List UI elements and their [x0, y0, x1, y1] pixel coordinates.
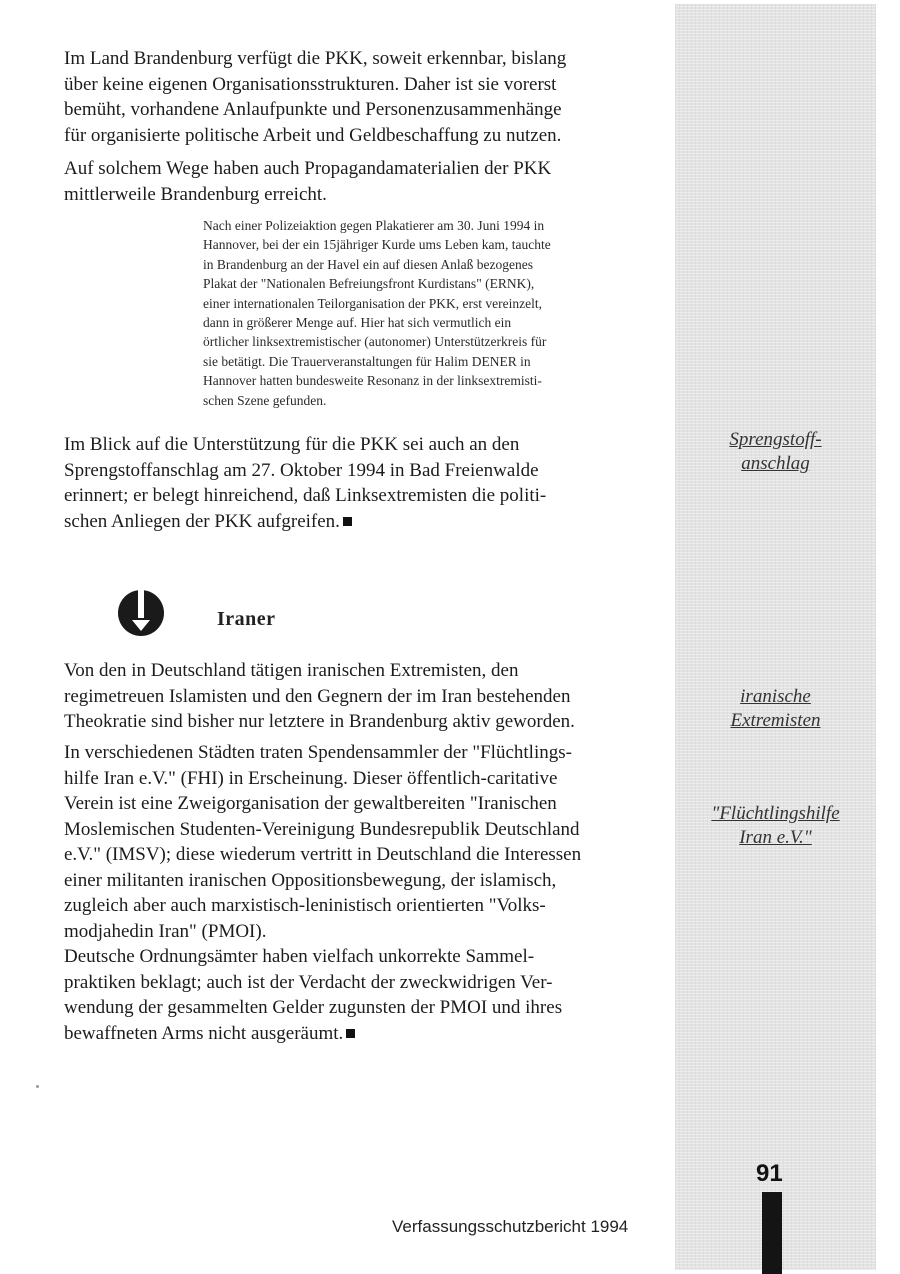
paragraph-sprengstoffanschlag: Im Blick auf die Unterstützung für die PKK sei auch an den Sprengstoffanschlag am 27. Oktober 1994 in Bad Freienwalde erinnert; er belegt hinreichend, daß Linksextremisten die politi- schen Anliegen der PKK aufgreifen. [64, 434, 547, 532]
paragraph-iranische-extremisten: Von den in Deutschland tätigen iranischen Extremisten, den regimetreuen Islamisten und den Gegnern der im Iran bestehenden Theokratie sind bisher nur letztere in Brandenburg aktiv geworden. [64, 660, 575, 732]
section-marker-icon [116, 588, 166, 638]
section-heading: Iraner [217, 608, 276, 630]
scan-speck [36, 1085, 39, 1088]
margin-note-iranische-extremisten: iranische Extremisten [730, 686, 821, 731]
end-of-section-mark [346, 1029, 355, 1038]
page-marker-bar [762, 1192, 782, 1274]
indented-quote-block: Nach einer Polizeiaktion gegen Plakatierer am 30. Juni 1994 in Hannover, bei der ein 15jähriger Kurde ums Leben kam, tauchte in Brandenburg an der Havel ein auf diesen Anlaß bezogenes Plakat der "Nationalen Befreiungsfront Kurdistans" (ERNK), einer internationalen Teilorganisation der PKK, erst vereinzelt, dann in größerer Menge auf. Hier hat sich vermutlich ein örtlicher linksextremistischer (autonomer) Unterstützerkreis für sie betätigt. Die Trauerveranstaltungen für Halim DENER in Hannover hatten bundesweite Resonanz in der linksextremisti- schen Szene gefunden. [203, 218, 551, 408]
paragraph-propaganda: Auf solchem Wege haben auch Propagandamaterialien der PKK mittlerweile Brandenburg erreicht. [64, 158, 552, 205]
page-number: 91 [756, 1160, 783, 1187]
paragraph-pkk-structures: Im Land Brandenburg verfügt die PKK, soweit erkennbar, bislang über keine eigenen Organisationsstrukturen. Daher ist sie vorerst bemüht, vorhandene Anlaufpunkte und Personenzusammenhänge für organisierte politische Arbeit und Geldbeschaffung zu nutzen. [64, 48, 567, 146]
page-footer: Verfassungsschutzbericht 1994 [392, 1217, 629, 1236]
end-of-section-mark [343, 517, 352, 526]
margin-sidebar [675, 4, 876, 1270]
margin-note-sprengstoffanschlag: Sprengstoff- anschlag [729, 429, 822, 474]
margin-note-fluechtlingshilfe: "Flüchtlingshilfe Iran e.V." [711, 803, 840, 848]
paragraph-fluechtlingshilfe: In verschiedenen Städten traten Spendensammler der "Flüchtlings- hilfe Iran e.V." (FHI) in Erscheinung. Dieser öffentlich-caritative Verein ist eine Zweigorganisation der gewaltbereiten "Iranischen Moslemischen Studenten-Vereinigung Bundesrepublik Deutschland e.V." (IMSV); diese wiederum vertritt in Deutschland die Interessen einer militanten iranischen Oppositionsbewegung, der islamisch, zugleich aber auch marxistisch-leninistisch orientierten "Volks- modjahedin Iran" (PMOI). Deutsche Ordnungsämter haben vielfach unkorrekte Sammel- praktiken beklagt; auch ist der Verdacht der zweckwidrigen Ver- wendung der gesammelten Gelder zugunsten der PMOI und ihres bewaffneten Arms nicht ausgeräumt. [64, 742, 582, 1044]
